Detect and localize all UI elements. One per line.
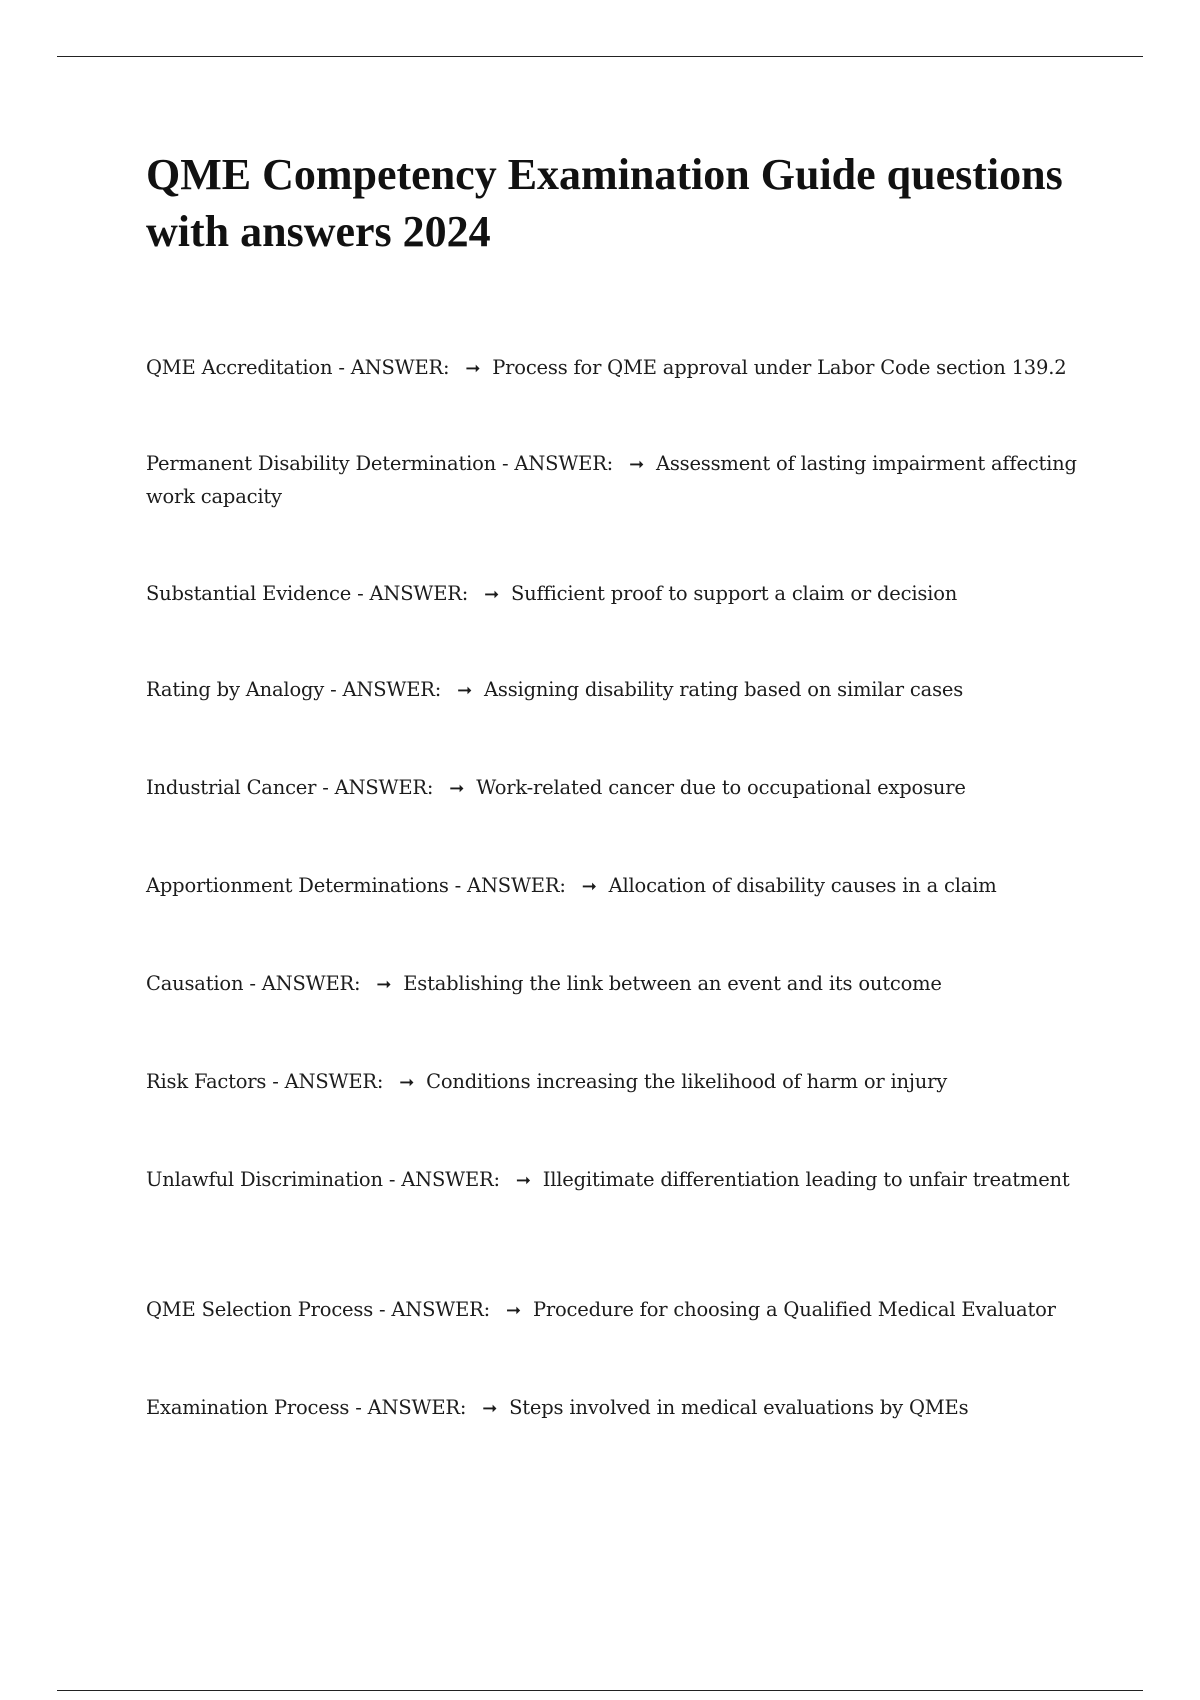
qa-answer: Assessment of lasting impairment affecting work capacity <box>146 452 1077 508</box>
arrow-right-icon: ➞ <box>465 358 481 379</box>
qa-term: Unlawful Discrimination <box>146 1168 383 1191</box>
qa-item <box>146 674 1086 707</box>
arrow-right-icon: ➞ <box>506 1300 521 1321</box>
arrow-right-icon: ➞ <box>482 1398 498 1419</box>
arrow-right-icon: ➞ <box>515 1170 531 1191</box>
qa-term: Industrial Cancer <box>146 776 317 799</box>
arrow-right-icon: ➞ <box>484 584 500 605</box>
answer-marker: - ANSWER: <box>272 1070 384 1093</box>
top-rule <box>57 56 1143 57</box>
qa-item <box>146 870 1086 903</box>
qa-term: QME Selection Process <box>146 1298 374 1321</box>
qa-answer: Work-related cancer due to occupational exposure <box>476 776 966 799</box>
qa-answer: Conditions increasing the likelihood of harm or injury <box>426 1070 948 1093</box>
qa-term: Permanent Disability Determination <box>146 452 497 475</box>
qa-answer: Sufficient proof to support a claim or decision <box>511 582 958 605</box>
answer-marker: - ANSWER: <box>355 1396 467 1419</box>
answer-marker: - ANSWER: <box>322 776 434 799</box>
qa-item <box>146 968 1086 1001</box>
qa-answer: Procedure for choosing a Qualified Medical Evaluator <box>532 1298 1056 1321</box>
arrow-right-icon: ➞ <box>449 778 465 799</box>
qa-answer: Assigning disability rating based on similar cases <box>484 678 964 701</box>
document-title: QME Competency Examination Guide questions with answers 2024 <box>146 150 1063 256</box>
arrow-right-icon: ➞ <box>399 1072 415 1093</box>
arrow-right-icon: ➞ <box>581 876 597 897</box>
arrow-right-icon: ➞ <box>457 680 473 701</box>
qa-term: Risk Factors <box>146 1070 267 1093</box>
answer-marker: - ANSWER: <box>379 1298 491 1321</box>
answer-marker: - ANSWER: <box>330 678 442 701</box>
answer-marker: - ANSWER: <box>357 582 469 605</box>
qa-term: Apportionment Determinations <box>146 874 449 897</box>
qa-answer: Establishing the link between an event and its outcome <box>403 972 942 995</box>
qa-term: Examination Process <box>146 1396 350 1419</box>
qa-term: Causation <box>146 972 244 995</box>
qa-item <box>146 772 1086 805</box>
qa-item <box>146 1164 1086 1197</box>
bottom-rule <box>57 1690 1143 1691</box>
answer-marker: - ANSWER: <box>249 972 361 995</box>
qa-term: Substantial Evidence <box>146 582 352 605</box>
qa-item <box>146 448 1086 513</box>
qa-item <box>146 1066 1086 1099</box>
qa-answer: Process for QME approval under Labor Code section 139.2 <box>492 356 1067 379</box>
answer-marker: - ANSWER: <box>454 874 566 897</box>
answer-marker: - ANSWER: <box>338 356 450 379</box>
qa-answer: Illegitimate differentiation leading to unfair treatment <box>542 1168 1070 1191</box>
answer-marker: - ANSWER: <box>502 452 614 475</box>
arrow-right-icon: ➞ <box>629 454 644 475</box>
qa-term: Rating by Analogy <box>146 678 325 701</box>
answer-marker: - ANSWER: <box>388 1168 500 1191</box>
qa-answer: Steps involved in medical evaluations by QMEs <box>509 1396 969 1419</box>
qa-item <box>146 1294 1086 1327</box>
qa-item <box>146 578 1086 611</box>
qa-item <box>146 1392 1086 1425</box>
qa-term: QME Accreditation <box>146 356 333 379</box>
arrow-right-icon: ➞ <box>376 974 392 995</box>
qa-item <box>146 352 1086 385</box>
qa-answer: Allocation of disability causes in a claim <box>608 874 997 897</box>
